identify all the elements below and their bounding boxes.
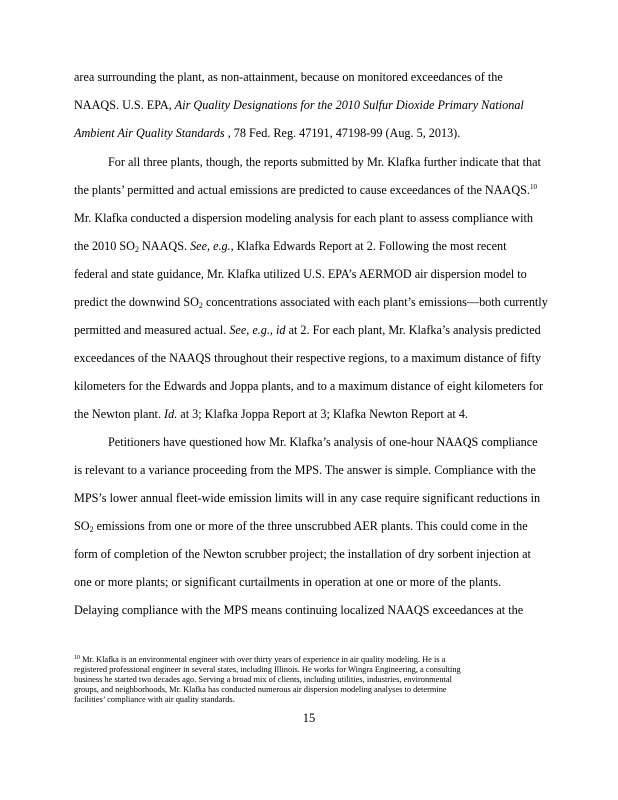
text-span: , 78 Fed. Reg. 47191, 47198-99 (Aug. 5, 2013). (224, 126, 461, 140)
text-span: For all three plants, though, the reports submitted by Mr. Klafka further indicate that that (108, 155, 541, 169)
text-span: emissions from one or more of the three unscrubbed AER plants. This could come in the (93, 519, 528, 533)
text-span: SO (74, 519, 90, 533)
text-span: groups, and neighborhoods, Mr. Klafka has conducted numerous air dispersion modeling analyses to determine (74, 685, 447, 694)
text-span: the Newton plant. (74, 407, 165, 421)
body-line-9 (74, 295, 564, 309)
citation-title: Ambient Air Quality Standards (74, 126, 225, 140)
footnote-number: 10 (74, 655, 80, 661)
text-span: Mr. Klafka is an environmental engineer with over thirty years of experience in air quality modeling. He is a (80, 655, 446, 664)
body-line-7 (74, 239, 564, 253)
text-span: the 2010 SO (74, 239, 135, 253)
text-span: exceedances of the NAAQS throughout their respective regions, to a maximum distance of fifty (74, 351, 542, 365)
footnote-line-2 (74, 665, 574, 675)
footnote-line-3 (74, 675, 574, 685)
text-span: NAAQS. (138, 239, 191, 253)
body-line-2 (74, 98, 564, 112)
text-span: Delaying compliance with the MPS means continuing localized NAAQS exceedances at the (74, 603, 524, 617)
text-span: MPS’s lower annual fleet-wide emission limits will in any case require significant reductions in (74, 491, 541, 505)
text-span: kilometers for the Edwards and Joppa plants, and to a maximum distance of eight kilometers for (74, 379, 544, 393)
text-span: business he started two decades ago. Serving a broad mix of clients, including utilities, industries, environmental (74, 675, 452, 684)
footnote-line-5 (74, 695, 574, 705)
body-line-16 (74, 491, 564, 505)
footnote-line-1 (74, 655, 574, 665)
signal-italic: See, e.g. (190, 239, 231, 253)
text-span: the plants’ permitted and actual emissions are predicted to cause exceedances of the NAAQS. (74, 183, 530, 197)
body-line-15 (74, 463, 564, 477)
subscript: 2 (89, 525, 94, 534)
text-span: form of completion of the Newton scrubber project; the installation of dry sorbent injection at (74, 547, 531, 561)
text-span: is relevant to a variance proceeding from the MPS. The answer is simple. Compliance with the (74, 463, 536, 477)
text-span: , Klafka Edwards Report at 2. Following the most recent (230, 239, 507, 253)
body-line-4 (108, 155, 564, 169)
body-line-12 (74, 379, 564, 393)
body-line-13 (74, 407, 564, 421)
text-span: predict the downwind SO (74, 295, 199, 309)
signal-italic: See, e.g., id (229, 323, 286, 337)
text-span: concentrations associated with each plant’s emissions—both currently (202, 295, 548, 309)
body-line-20 (74, 603, 564, 617)
body-line-17 (74, 519, 564, 533)
text-span: one or more plants; or significant curtailments in operation at one or more of the plants. (74, 575, 502, 589)
footnote-divider (74, 644, 224, 645)
subscript: 2 (134, 245, 139, 254)
citation-title: Air Quality Designations for the 2010 Sulfur Dioxide Primary National (174, 98, 524, 112)
body-line-5 (74, 183, 564, 197)
text-span: Mr. Klafka conducted a dispersion modeling analysis for each plant to assess compliance with (74, 211, 533, 225)
text-span: NAAQS. U.S. EPA, (74, 98, 175, 112)
body-line-18 (74, 547, 564, 561)
footnote-marker: 10 (529, 183, 537, 191)
body-line-1 (74, 70, 564, 84)
text-span: area surrounding the plant, as non-attainment, because on monitored exceedances of the (74, 70, 503, 84)
body-line-11 (74, 351, 564, 365)
body-line-6 (74, 211, 564, 225)
text-span: Petitioners have questioned how Mr. Klafka’s analysis of one-hour NAAQS compliance (108, 435, 538, 449)
text-span: registered professional engineer in several states, including Illinois. He works for Wingra Engineering, a consulting (74, 665, 461, 674)
signal-italic: Id. (164, 407, 178, 421)
subscript: 2 (198, 301, 203, 310)
body-line-3 (74, 126, 564, 140)
body-line-19 (74, 575, 564, 589)
text-span: at 3; Klafka Joppa Report at 3; Klafka Newton Report at 4. (177, 407, 468, 421)
text-span: facilities’ compliance with air quality standards. (74, 695, 235, 704)
text-span: federal and state guidance, Mr. Klafka utilized U.S. EPA’s AERMOD air dispersion model to (74, 267, 527, 281)
footnote-line-4 (74, 685, 574, 695)
body-line-8 (74, 267, 564, 281)
text-span: at 2. For each plant, Mr. Klafka’s analysis predicted (285, 323, 541, 337)
body-line-14 (108, 435, 564, 449)
text-span: permitted and measured actual. (74, 323, 230, 337)
page-number: 15 (302, 711, 316, 725)
body-line-10 (74, 323, 564, 337)
